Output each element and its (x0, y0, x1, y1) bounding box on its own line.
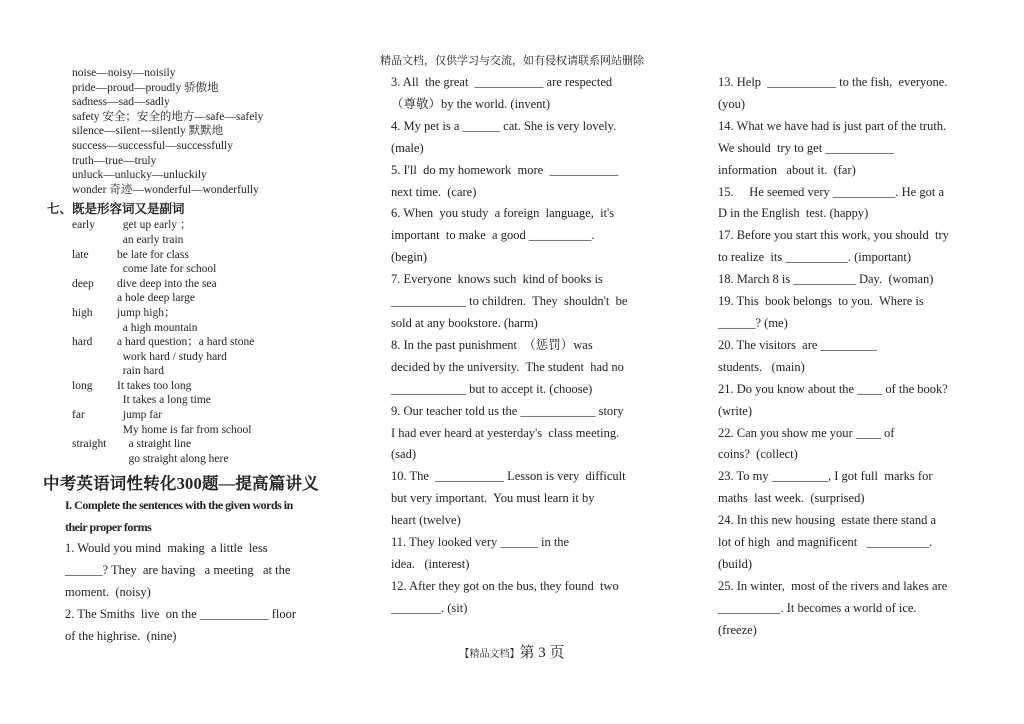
adverb-phrase: come late for school (117, 263, 217, 276)
adverb-row (65, 262, 365, 277)
adverb-row (65, 306, 365, 321)
adverb-row (65, 277, 365, 292)
question-line: students. (main) (718, 359, 805, 374)
question-line: 25. In winter, most of the rivers and lakes are (718, 578, 948, 593)
word-forms-list (65, 66, 365, 197)
question-line: important to make a good __________. (391, 228, 595, 243)
question-line: next time. (care) (391, 184, 477, 199)
adverb-row (65, 408, 365, 423)
adverb-row (65, 452, 365, 467)
main-title: 中考英语词性转化300题—提高篇讲义 (43, 474, 319, 494)
adverb-word: early (72, 219, 95, 232)
exercise-questions-col3 (718, 72, 988, 642)
adverb-row (65, 423, 365, 438)
adverb-row (65, 218, 365, 233)
adverb-phrase: be late for class (117, 248, 189, 261)
question-line: 8. In the past punishment （惩罚）was (391, 337, 593, 352)
question-line: 10. The ___________ Lesson is very difficult (391, 469, 626, 484)
question-line: 1. Would you mind making a little less (65, 541, 268, 556)
adverb-row (65, 321, 365, 336)
question-line: 9. Our teacher told us the ____________ story (391, 403, 624, 418)
word-form-line: wonder 奇迹—wonderful—wonderfully (72, 183, 259, 196)
question-line: of the highrise. (nine) (65, 629, 177, 644)
adverb-word: hard (72, 336, 93, 349)
question-line: （尊敬）by the world. (invent) (391, 96, 551, 111)
adverb-row (65, 437, 365, 452)
adverb-row (65, 233, 365, 248)
adverb-word: long (72, 379, 93, 392)
adverb-phrase: rain hard (117, 365, 164, 378)
question-line: 24. In this new housing estate there stand a (718, 513, 937, 528)
question-line: ____________ but to accept it. (choose) (391, 381, 593, 396)
exercise-questions-col2 (391, 72, 659, 620)
question-line: (write) (718, 403, 753, 418)
adverb-phrase: an early train (117, 233, 184, 246)
question-line: 14. What we have had is just part of the truth. (718, 118, 947, 133)
word-form-line: unluck—unlucky—unluckily (72, 169, 207, 182)
question-line: 19. This book belongs to you. Where is (718, 294, 924, 309)
question-line: 17. Before you start this work, you should try (718, 228, 949, 243)
question-line: (begin) (391, 250, 428, 265)
instruction-line: their proper forms (65, 520, 152, 535)
adverb-phrase: work hard / study hard (117, 350, 227, 363)
word-form-line: truth—true—truly (72, 154, 157, 167)
adverb-adjective-list (65, 218, 365, 466)
word-form-line: noise—noisy—noisily (72, 67, 176, 79)
adverb-row (65, 248, 365, 263)
section-7-title: 七、既是形容词又是副词 (47, 202, 185, 217)
left-column (43, 66, 365, 648)
question-line: ______? (me) (718, 315, 788, 330)
adverb-phrase: a hard question；a hard stone (117, 336, 255, 349)
question-line: but very important. You must learn it by (391, 491, 595, 506)
question-line: lot of high and magnificent __________. (718, 535, 933, 550)
question-line: 7. Everyone knows such kind of books is (391, 272, 603, 287)
question-line: coins? (collect) (718, 447, 798, 462)
adverb-phrase: It takes too long (117, 379, 192, 392)
question-line: 11. They looked very ______ in the (391, 535, 570, 550)
question-line: 2. The Smiths live on the ___________ floor (65, 607, 297, 622)
adverb-row (65, 379, 365, 394)
question-line: __________. It becomes a world of ice. (718, 600, 917, 615)
question-line: 4. My pet is a ______ cat. She is very lovely. (391, 118, 617, 133)
instruction-line: I. Complete the sentences with the given words in (65, 498, 293, 513)
adverb-phrase: a high mountain (117, 321, 198, 334)
adverb-phrase: a straight line (117, 438, 192, 451)
adverb-row (65, 364, 365, 379)
question-line: 5. I'll do my homework more ___________ (391, 162, 619, 177)
word-form-line: sadness—sad—sadly (72, 96, 170, 109)
word-form-line: silence—silent---silently 默默地 (72, 125, 224, 138)
question-line: 18. March 8 is __________ Day. (woman) (718, 272, 934, 287)
question-line: decided by the university. The student had no (391, 359, 624, 374)
exercise-questions-col1 (65, 538, 365, 648)
adverb-row (65, 350, 365, 365)
word-form-line: pride—proud—proudly 骄傲地 (72, 81, 219, 94)
question-line: I had ever heard at yesterday's class meeting. (391, 425, 620, 440)
adverb-word: far (72, 409, 85, 422)
adverb-phrase: My home is far from school (117, 423, 252, 436)
question-line: to realize its __________. (important) (718, 250, 912, 265)
page-number: 第 3 页 (519, 645, 565, 661)
question-line: 6. When you study a foreign language, it's (391, 206, 615, 221)
word-form-line: success—successful—successfully (72, 139, 233, 152)
question-line: heart (twelve) (391, 513, 461, 528)
question-line: maths last week. (surprised) (718, 491, 865, 506)
adverb-word: straight (72, 438, 107, 451)
question-line: (you) (718, 96, 746, 111)
question-line: D in the English test. (happy) (718, 206, 869, 221)
footer-prefix: 【精品文档】 (459, 649, 520, 660)
page-header-notice: 精品文档，仅供学习与交流，如有侵权请联系网站删除 (380, 54, 644, 67)
question-line: 12. After they got on the bus, they found two (391, 578, 619, 593)
adverb-row (65, 335, 365, 350)
question-line: moment. (noisy) (65, 585, 151, 600)
question-line: sold at any bookstore. (harm) (391, 315, 538, 330)
question-line: 23. To my _________, I got full marks for (718, 469, 933, 484)
question-line: idea. (interest) (391, 556, 470, 571)
question-line: (sad) (391, 447, 416, 462)
page-footer (0, 641, 1024, 662)
question-line: We should try to get ___________ (718, 140, 895, 155)
word-form-line: safety 安全；安全的地方—safe—safely (72, 110, 264, 123)
adverb-phrase: jump high； (117, 306, 176, 319)
question-line: 13. Help ___________ to the fish, everyone. (718, 75, 948, 89)
adverb-row (65, 393, 365, 408)
exercise-instruction (65, 494, 365, 538)
adverb-phrase: jump far (117, 409, 163, 422)
question-line: 22. Can you show me your ____ of (718, 425, 895, 440)
question-line: information about it. (far) (718, 162, 856, 177)
question-line: 20. The visitors are _________ (718, 337, 877, 352)
adverb-phrase: dive deep into the sea (117, 277, 217, 290)
adverb-phrase: a hole deep large (117, 292, 196, 305)
adverb-row (65, 291, 365, 306)
question-line: 21. Do you know about the ____ of the book? (718, 381, 948, 396)
adverb-phrase: go straight along here (117, 452, 229, 465)
question-line: 3. All the great ___________ are respected (391, 75, 613, 89)
question-line: (build) (718, 556, 753, 571)
question-line: ______? They are having a meeting at the (65, 563, 291, 578)
adverb-phrase: get up early ； (117, 219, 192, 232)
adverb-word: deep (72, 277, 94, 290)
question-line: ____________ to children. They shouldn't be (391, 294, 628, 309)
adverb-phrase: It takes a long time (117, 394, 211, 407)
adverb-word: late (72, 248, 89, 261)
question-line: 15. He seemed very __________. He got a (718, 184, 944, 199)
question-line: (male) (391, 140, 424, 155)
adverb-word: high (72, 306, 93, 319)
question-line: (freeze) (718, 622, 757, 637)
question-line: ________. (sit) (391, 600, 468, 615)
